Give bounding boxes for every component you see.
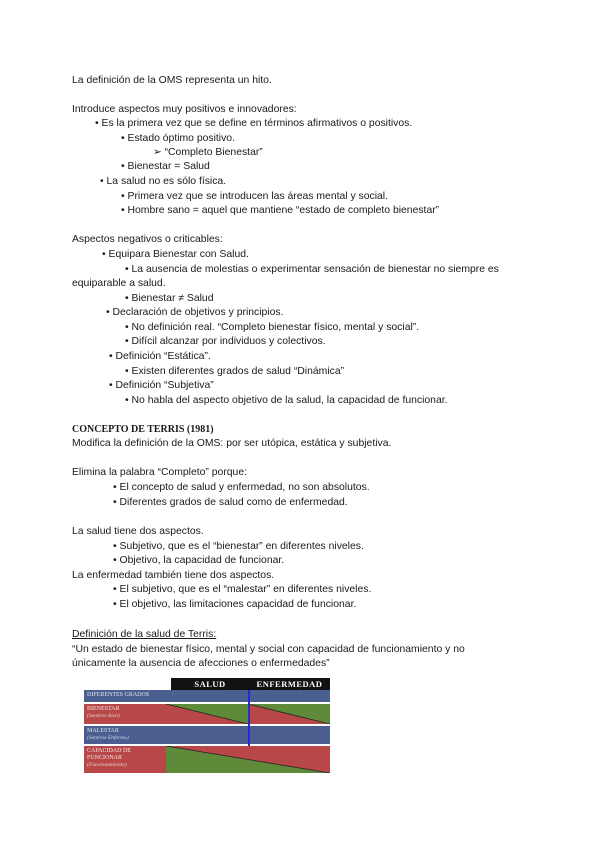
terris-line: La enfermedad también tiene dos aspectos.	[72, 570, 275, 581]
positives-item: • Estado óptimo positivo.	[121, 133, 235, 144]
negatives-item: • Definición “Subjetiva”	[109, 380, 214, 391]
label-bienestar: BIENESTAR	[87, 706, 120, 712]
terris-diagram	[84, 678, 330, 773]
terris-line: • Diferentes grados de salud como de enfermedad.	[113, 497, 348, 508]
negatives-item: • No habla del aspecto objetivo de la salud, la capacidad de funcionar.	[125, 395, 448, 406]
terris-line: • El concepto de salud y enfermedad, no son absolutos.	[113, 482, 370, 493]
label-malestar-sub: (Sentirse Enfermo)	[87, 735, 129, 741]
row-grados	[84, 690, 330, 702]
terris-line: Elimina la palabra “Completo” porque:	[72, 467, 247, 478]
terris-line: • El objetivo, las limitaciones capacidad de funcionar.	[113, 599, 357, 610]
positives-item: • Hombre sano = aquel que mantiene “estado de completo bienestar”	[121, 205, 440, 216]
row-bienestar	[84, 704, 330, 724]
intro-text: La definición de la OMS representa un hito.	[72, 75, 272, 86]
positives-item: • La salud no es sólo física.	[100, 176, 227, 187]
terris-line: Modifica la definición de la OMS: por ser utópica, estática y subjetiva.	[72, 438, 392, 449]
terris-line: • El subjetivo, que es el “malestar” en diferentes niveles.	[113, 584, 372, 595]
terris-line: • Subjetivo, que es el “bienestar” en diferentes niveles.	[113, 541, 364, 552]
grados-ticks-enfermedad: · · · · · ·	[254, 691, 304, 697]
negatives-item: equiparable a salud.	[72, 278, 166, 289]
negatives-item: • No definición real. “Completo bienestar físico, mental y social”.	[125, 322, 420, 333]
negatives-item: • Definición “Estática”.	[109, 351, 211, 362]
definition-line: “Un estado de bienestar físico, mental y social con capacidad de funcionamiento y no	[72, 644, 465, 655]
label-malestar: MALESTAR	[87, 728, 119, 734]
positives-item: ➢ “Completo Bienestar”	[153, 147, 263, 158]
positives-item: • Primera vez que se introducen las áreas mental y social.	[121, 191, 388, 202]
negatives-item: • Equipara Bienestar con Salud.	[102, 249, 249, 260]
header-enfermedad: ENFERMEDAD	[249, 678, 330, 690]
label-bienestar-sub: (Sentirse Bien)	[87, 713, 120, 719]
row-malestar	[84, 726, 330, 744]
label-capacidad: CAPACIDAD DE FUNCIONAR	[87, 748, 131, 761]
definition-title: Definición de la salud de Terris:	[72, 629, 217, 640]
terris-line: • Objetivo, la capacidad de funcionar.	[113, 555, 285, 566]
capacidad-wedge	[166, 746, 330, 773]
positives-item: • Es la primera vez que se define en términos afirmativos o positivos.	[95, 118, 413, 129]
negatives-item: • La ausencia de molestias o experimentar sensación de bienestar no siempre es	[125, 264, 499, 275]
salud-enfermedad-divider	[248, 690, 250, 746]
header-salud: SALUD	[171, 678, 249, 690]
negatives-item: • Bienestar ≠ Salud	[125, 293, 214, 304]
positives-heading: Introduce aspectos muy positivos e innovadores:	[72, 104, 297, 115]
negatives-item: • Declaración de objetivos y principios.	[106, 307, 284, 318]
positives-item: • Bienestar = Salud	[121, 161, 210, 172]
label-grados: DIFERENTES GRADOS	[87, 692, 150, 698]
negatives-heading: Aspectos negativos o criticables:	[72, 234, 223, 245]
definition-line: únicamente la ausencia de afecciones o enfermedades”	[72, 658, 330, 669]
terris-line: La salud tiene dos aspectos.	[72, 526, 204, 537]
row-capacidad	[84, 746, 330, 773]
negatives-item: • Difícil alcanzar por individuos y colectivos.	[125, 336, 326, 347]
terris-title: CONCEPTO DE TERRIS (1981)	[72, 424, 214, 435]
grados-ticks-salud: · · · · · ·	[172, 691, 222, 697]
negatives-item: • Existen diferentes grados de salud “Dinámica”	[125, 366, 345, 377]
label-capacidad-sub: (Funcionamiento)	[87, 762, 127, 768]
